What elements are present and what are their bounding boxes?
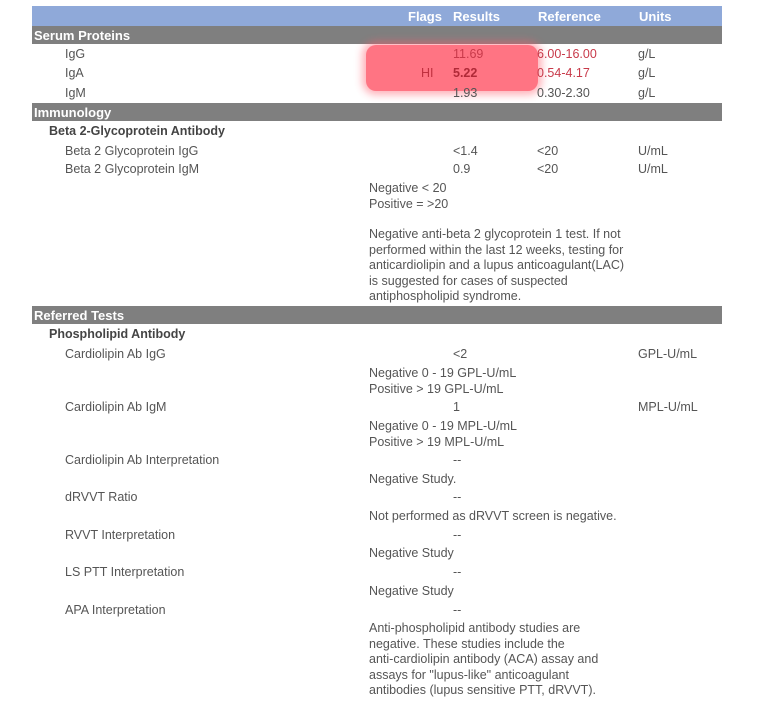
note-cardiolipin-igg: Negative 0 - 19 GPL-U/mL Positive > 19 GPL-U/mL	[369, 366, 517, 396]
flags-header: Flags	[408, 9, 442, 24]
section-title: Immunology	[34, 105, 112, 120]
result-igg: 11.69	[453, 47, 484, 61]
result-cardiolipin-interp: --	[453, 453, 462, 467]
reference-iga: 0.54-4.17	[537, 66, 590, 80]
note-drvvt-ratio: Not performed as dRVVT screen is negative.	[369, 509, 617, 523]
unit-cardiolipin-igg: GPL-U/mL	[638, 347, 698, 361]
note-lsptt-interp: Negative Study	[369, 584, 454, 598]
results-header: Results	[453, 9, 500, 24]
units-header: Units	[639, 9, 672, 24]
test-name-drvvt-ratio: dRVVT Ratio	[65, 490, 138, 504]
reference-b2gp-igm: <20	[537, 162, 559, 176]
test-name-rvvt-interp: RVVT Interpretation	[65, 528, 176, 542]
subsection-title: Phospholipid Antibody	[49, 327, 186, 341]
result-iga: 5.22	[453, 66, 478, 80]
reference-b2gp-igg: <20	[537, 144, 559, 158]
test-name-lsptt-interp: LS PTT Interpretation	[65, 565, 185, 579]
result-drvvt-ratio: --	[453, 490, 462, 504]
result-cardiolipin-igg: <2	[453, 347, 468, 361]
result-lsptt-interp: --	[453, 565, 462, 579]
note-cardiolipin-igm: Negative 0 - 19 MPL-U/mL Positive > 19 MPL-U/mL	[369, 419, 517, 449]
section-title: Referred Tests	[34, 308, 125, 323]
comment-text: Negative anti-beta 2 glycoprotein 1 test. If not performed within the last 12 weeks, testing for anticardiolipin and a lupus anticoagulant(LAC) is suggested for cases of suspected antiphospholipid syndrome.	[369, 227, 625, 303]
result-b2gp-igm: 0.9	[453, 162, 471, 176]
unit-b2gp-igm: U/mL	[638, 162, 668, 176]
unit-cardiolipin-igm: MPL-U/mL	[638, 400, 698, 414]
result-rvvt-interp: --	[453, 528, 462, 542]
reference-igm: 0.30-2.30	[537, 86, 590, 100]
flag-iga: HI	[421, 66, 434, 80]
highlight-marker	[366, 45, 538, 91]
section-serum-proteins	[32, 26, 722, 44]
test-name-cardiolipin-interp: Cardiolipin Ab Interpretation	[65, 453, 220, 467]
subsection-title: Beta 2-Glycoprotein Antibody	[49, 124, 225, 138]
note-apa-interp: Anti-phospholipid antibody studies are negative. These studies include the anti-cardiolipin antibody (ACA) assay and assays for "lupus-like" anticoagulant antibodies (lupus sensitive PTT, dRVVT).	[369, 621, 599, 697]
unit-iga: g/L	[638, 66, 656, 80]
column-header	[32, 6, 722, 26]
result-b2gp-igg: <1.4	[453, 144, 478, 158]
unit-b2gp-igg: U/mL	[638, 144, 668, 158]
result-apa-interp: --	[453, 603, 462, 617]
test-name-cardiolipin-igg: Cardiolipin Ab IgG	[65, 347, 166, 361]
test-name-igm: IgM	[65, 86, 86, 100]
test-name-iga: IgA	[65, 66, 84, 80]
test-name-apa-interp: APA Interpretation	[65, 603, 166, 617]
note-rvvt-interp: Negative Study	[369, 546, 454, 560]
note-cardiolipin-interp: Negative Study.	[369, 472, 457, 486]
result-igm: 1.93	[453, 86, 478, 100]
reference-igg: 6.00-16.00	[537, 47, 597, 61]
range-note: Negative < 20 Positive = >20	[369, 181, 449, 211]
test-name-b2gp-igm: Beta 2 Glycoprotein IgM	[65, 162, 200, 176]
section-immunology	[32, 103, 722, 121]
test-name-igg: IgG	[65, 47, 86, 61]
unit-igm: g/L	[638, 86, 656, 100]
section-referred-tests	[32, 306, 722, 324]
unit-igg: g/L	[638, 47, 656, 61]
section-title: Serum Proteins	[34, 28, 131, 43]
test-name-b2gp-igg: Beta 2 Glycoprotein IgG	[65, 144, 199, 158]
reference-header: Reference	[538, 9, 601, 24]
test-name-cardiolipin-igm: Cardiolipin Ab IgM	[65, 400, 167, 414]
result-cardiolipin-igm: 1	[453, 400, 460, 414]
